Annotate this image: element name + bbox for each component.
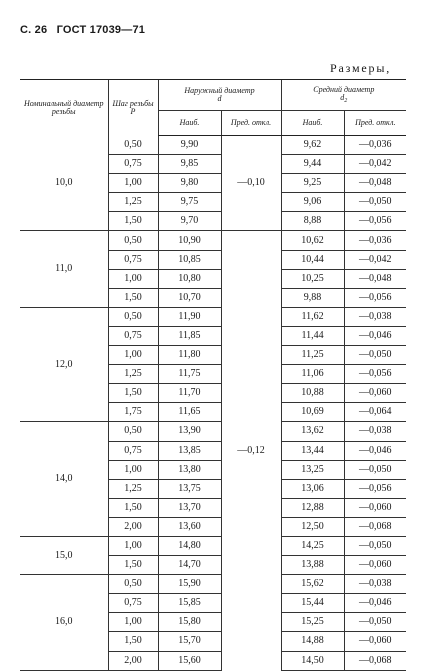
header-nominal-label: Номинальный диаметр резьбы xyxy=(24,98,104,116)
outer-max-cell: 9,75 xyxy=(158,193,221,212)
pitch-cell: 0,75 xyxy=(108,250,158,269)
outer-max-cell: 15,85 xyxy=(158,594,221,613)
table-row xyxy=(20,136,406,155)
middle-max-cell: 14,50 xyxy=(281,651,344,670)
middle-deviation-cell: —0,064 xyxy=(344,403,406,422)
outer-max-cell: 10,90 xyxy=(158,231,221,250)
outer-max-cell: 9,85 xyxy=(158,155,221,174)
middle-max-cell: 8,88 xyxy=(281,212,344,231)
outer-max-cell: 11,85 xyxy=(158,326,221,345)
middle-deviation-cell: —0,036 xyxy=(344,136,406,155)
header-outer-diameter xyxy=(158,80,281,111)
middle-deviation-cell: —0,056 xyxy=(344,365,406,384)
pitch-cell: 1,00 xyxy=(108,536,158,555)
outer-max-cell: 14,70 xyxy=(158,556,221,575)
outer-max-cell: 10,85 xyxy=(158,250,221,269)
outer-max-cell: 11,80 xyxy=(158,346,221,365)
header-outer-max: Наиб. xyxy=(158,111,221,136)
middle-max-cell: 15,62 xyxy=(281,575,344,594)
pitch-cell: 0,50 xyxy=(108,307,158,326)
middle-max-cell: 9,06 xyxy=(281,193,344,212)
thread-dimensions-table xyxy=(20,79,406,671)
middle-deviation-cell: —0,056 xyxy=(344,479,406,498)
header-middle-symbol xyxy=(282,94,407,105)
outer-max-cell: 10,80 xyxy=(158,269,221,288)
middle-deviation-cell: —0,050 xyxy=(344,613,406,632)
outer-max-cell: 10,70 xyxy=(158,288,221,307)
middle-max-cell: 10,44 xyxy=(281,250,344,269)
header-middle-max: Наиб. xyxy=(281,111,344,136)
header-pitch-symbol: P xyxy=(130,106,136,116)
middle-max-cell: 9,62 xyxy=(281,136,344,155)
middle-deviation-cell: —0,068 xyxy=(344,651,406,670)
middle-deviation-cell: —0,050 xyxy=(344,460,406,479)
standard-code: ГОСТ 17039—71 xyxy=(56,24,146,36)
middle-deviation-cell: —0,036 xyxy=(344,231,406,250)
middle-max-cell: 11,44 xyxy=(281,326,344,345)
nominal-diameter-cell: 16,0 xyxy=(20,575,108,670)
page-header xyxy=(20,24,151,36)
pitch-cell: 0,75 xyxy=(108,155,158,174)
pitch-cell: 1,00 xyxy=(108,269,158,288)
header-outer-label: Наружный диаметр xyxy=(184,86,255,95)
header-outer-symbol: d xyxy=(217,94,222,103)
pitch-cell: 1,00 xyxy=(108,174,158,193)
outer-max-cell: 13,80 xyxy=(158,460,221,479)
pitch-cell: 0,50 xyxy=(108,575,158,594)
outer-max-cell: 15,70 xyxy=(158,632,221,651)
outer-max-cell: 11,70 xyxy=(158,384,221,403)
table-row xyxy=(20,422,406,441)
middle-max-cell: 13,06 xyxy=(281,479,344,498)
middle-deviation-cell: —0,038 xyxy=(344,575,406,594)
outer-max-cell: 13,85 xyxy=(158,441,221,460)
pitch-cell: 1,50 xyxy=(108,498,158,517)
middle-deviation-cell: —0,042 xyxy=(344,250,406,269)
table-body xyxy=(20,136,406,671)
middle-deviation-cell: —0,046 xyxy=(344,326,406,345)
middle-max-cell: 15,25 xyxy=(281,613,344,632)
outer-max-cell: 9,70 xyxy=(158,212,221,231)
middle-deviation-cell: —0,056 xyxy=(344,288,406,307)
middle-max-cell: 13,62 xyxy=(281,422,344,441)
middle-deviation-cell: —0,038 xyxy=(344,422,406,441)
pitch-cell: 2,00 xyxy=(108,517,158,536)
pitch-cell: 1,25 xyxy=(108,479,158,498)
header-nominal-diameter xyxy=(20,80,108,136)
outer-max-cell: 13,70 xyxy=(158,498,221,517)
outer-max-cell: 11,90 xyxy=(158,307,221,326)
pitch-cell: 0,50 xyxy=(108,136,158,155)
middle-max-cell: 11,25 xyxy=(281,346,344,365)
pitch-cell: 0,75 xyxy=(108,594,158,613)
outer-max-cell: 15,60 xyxy=(158,651,221,670)
middle-deviation-cell: —0,060 xyxy=(344,498,406,517)
middle-max-cell: 11,06 xyxy=(281,365,344,384)
pitch-cell: 1,50 xyxy=(108,212,158,231)
middle-max-cell: 12,88 xyxy=(281,498,344,517)
outer-max-cell: 13,60 xyxy=(158,517,221,536)
outer-deviation-cell: —0,10 xyxy=(221,136,281,231)
pitch-cell: 1,00 xyxy=(108,613,158,632)
header-pitch-label: Шаг резьбы xyxy=(112,98,154,108)
middle-max-cell: 10,62 xyxy=(281,231,344,250)
header-middle-symbol-sub: 2 xyxy=(344,97,348,104)
middle-max-cell: 12,50 xyxy=(281,517,344,536)
middle-max-cell: 9,44 xyxy=(281,155,344,174)
middle-deviation-cell: —0,056 xyxy=(344,212,406,231)
pitch-cell: 0,50 xyxy=(108,231,158,250)
middle-deviation-cell: —0,060 xyxy=(344,556,406,575)
nominal-diameter-cell: 11,0 xyxy=(20,231,108,307)
header-middle-symbol-letter: d xyxy=(340,92,345,102)
header-outer-dev: Пред. откл. xyxy=(221,111,281,136)
table-row xyxy=(20,307,406,326)
outer-max-cell: 13,90 xyxy=(158,422,221,441)
middle-max-cell: 13,44 xyxy=(281,441,344,460)
middle-max-cell: 13,88 xyxy=(281,556,344,575)
outer-max-cell: 13,75 xyxy=(158,479,221,498)
pitch-cell: 1,25 xyxy=(108,365,158,384)
middle-deviation-cell: —0,038 xyxy=(344,307,406,326)
table-row xyxy=(20,231,406,250)
nominal-diameter-cell: 10,0 xyxy=(20,136,108,231)
table-row xyxy=(20,536,406,555)
middle-deviation-cell: —0,050 xyxy=(344,536,406,555)
middle-deviation-cell: —0,046 xyxy=(344,441,406,460)
outer-max-cell: 9,80 xyxy=(158,174,221,193)
outer-max-cell: 11,75 xyxy=(158,365,221,384)
pitch-cell: 0,75 xyxy=(108,326,158,345)
middle-deviation-cell: —0,048 xyxy=(344,174,406,193)
middle-max-cell: 10,69 xyxy=(281,403,344,422)
table-row xyxy=(20,575,406,594)
middle-max-cell: 14,88 xyxy=(281,632,344,651)
middle-max-cell: 11,62 xyxy=(281,307,344,326)
table-caption: Размеры, xyxy=(330,61,391,75)
pitch-cell: 1,50 xyxy=(108,288,158,307)
page-number: С. 26 xyxy=(20,24,48,36)
middle-max-cell: 9,88 xyxy=(281,288,344,307)
middle-deviation-cell: —0,046 xyxy=(344,594,406,613)
nominal-diameter-cell: 14,0 xyxy=(20,422,108,537)
header-middle-dev: Пред. откл. xyxy=(344,111,406,136)
middle-deviation-cell: —0,068 xyxy=(344,517,406,536)
outer-deviation-cell: —0,12 xyxy=(221,231,281,670)
middle-max-cell: 14,25 xyxy=(281,536,344,555)
pitch-cell: 1,25 xyxy=(108,193,158,212)
middle-deviation-cell: —0,048 xyxy=(344,269,406,288)
outer-max-cell: 15,80 xyxy=(158,613,221,632)
pitch-cell: 1,50 xyxy=(108,632,158,651)
nominal-diameter-cell: 12,0 xyxy=(20,307,108,422)
middle-deviation-cell: —0,042 xyxy=(344,155,406,174)
pitch-cell: 1,00 xyxy=(108,460,158,479)
middle-max-cell: 13,25 xyxy=(281,460,344,479)
header-middle-label: Средний диаметр xyxy=(313,84,375,94)
outer-max-cell: 11,65 xyxy=(158,403,221,422)
middle-deviation-cell: —0,060 xyxy=(344,384,406,403)
pitch-cell: 1,50 xyxy=(108,556,158,575)
outer-max-cell: 14,80 xyxy=(158,536,221,555)
middle-deviation-cell: —0,050 xyxy=(344,346,406,365)
outer-max-cell: 15,90 xyxy=(158,575,221,594)
middle-max-cell: 10,25 xyxy=(281,269,344,288)
pitch-cell: 0,50 xyxy=(108,422,158,441)
middle-max-cell: 9,25 xyxy=(281,174,344,193)
header-middle-diameter xyxy=(281,80,406,111)
pitch-cell: 1,00 xyxy=(108,346,158,365)
pitch-cell: 1,75 xyxy=(108,403,158,422)
middle-max-cell: 10,88 xyxy=(281,384,344,403)
pitch-cell: 0,75 xyxy=(108,441,158,460)
header-pitch xyxy=(108,80,158,136)
pitch-cell: 1,50 xyxy=(108,384,158,403)
middle-max-cell: 15,44 xyxy=(281,594,344,613)
middle-deviation-cell: —0,060 xyxy=(344,632,406,651)
middle-deviation-cell: —0,050 xyxy=(344,193,406,212)
pitch-cell: 2,00 xyxy=(108,651,158,670)
nominal-diameter-cell: 15,0 xyxy=(20,536,108,574)
outer-max-cell: 9,90 xyxy=(158,136,221,155)
